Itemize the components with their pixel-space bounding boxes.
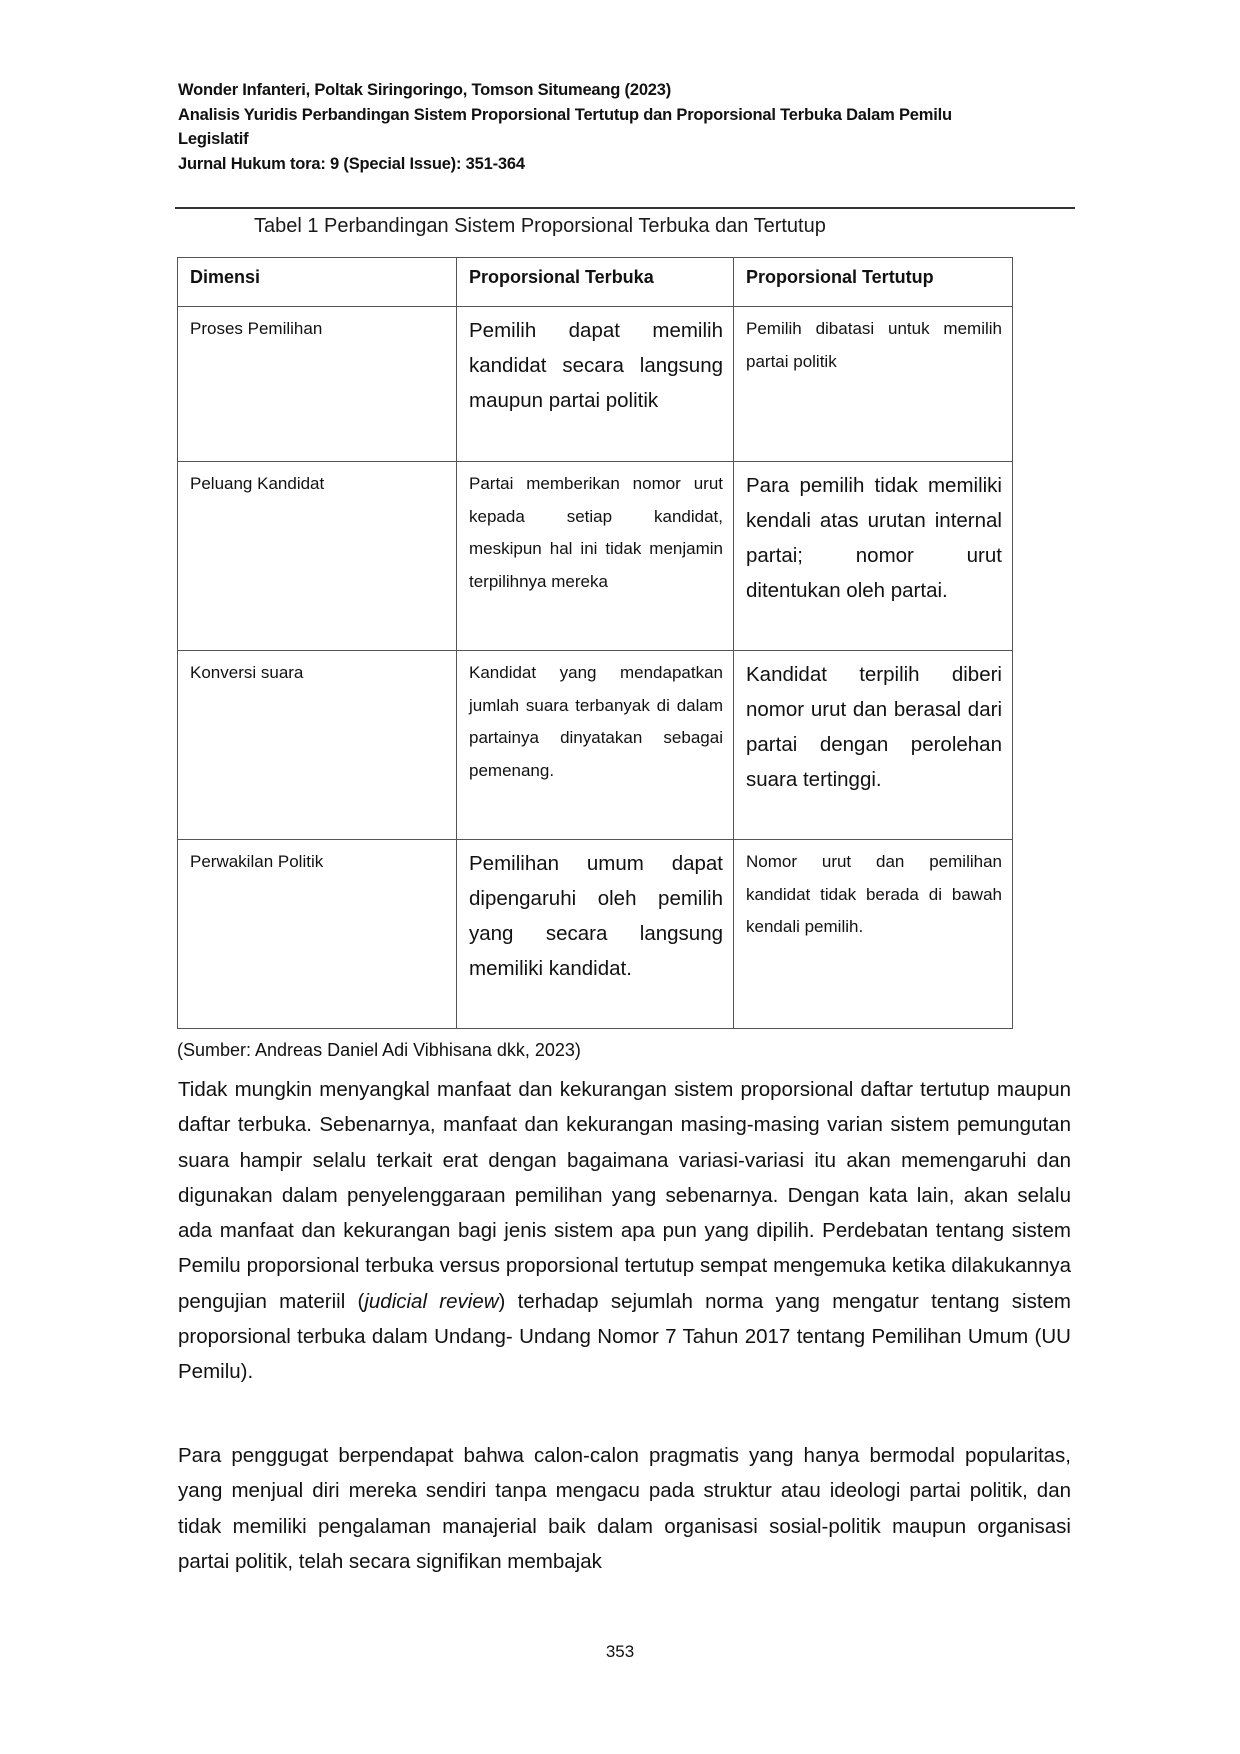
running-header [178, 78, 1078, 176]
header-divider [175, 207, 1075, 209]
cell-tertutup: Nomor urut dan pemilihan kandidat tidak berada di bawah kendali pemilih. [734, 840, 1013, 1029]
cell-tertutup: Kandidat terpilih diberi nomor urut dan berasal dari partai dengan perolehan suara tertinggi. [734, 651, 1013, 840]
cell-dimensi: Perwakilan Politik [178, 840, 457, 1029]
column-header-dimensi: Dimensi [178, 258, 457, 307]
body-paragraph-1 [178, 1072, 1071, 1390]
cell-terbuka: Kandidat yang mendapatkan jumlah suara terbanyak di dalam partainya dinyatakan sebagai pemenang. [457, 651, 734, 840]
cell-tertutup: Para pemilih tidak memiliki kendali atas urutan internal partai; nomor urut ditentukan oleh partai. [734, 462, 1013, 651]
paragraph-1-text-a: Tidak mungkin menyangkal manfaat dan kekurangan sistem proporsional daftar tertutup maupun daftar terbuka. Sebenarnya, manfaat dan kekurangan masing-masing varian sistem pemungutan suara hampir selalu terkait erat dengan bagaimana variasi-variasi itu akan memengaruhi dan digunakan dalam penyelenggaraan pemilihan yang sebenarnya. Dengan kata lain, akan selalu ada manfaat dan kekurangan bagi jenis sistem apa pun yang dipilih. Perdebatan tentang sistem Pemilu proporsional terbuka versus proporsional tertutup sempat mengemuka ketika dilakukannya pengujian materiil ( [178, 1078, 1071, 1313]
table-header-row [178, 258, 1013, 307]
table-row [178, 307, 1013, 462]
header-title-line-2: Legislatif [178, 130, 249, 148]
paragraph-1-text-b: ) terhadap sejumlah norma yang mengatur tentang sistem proporsional terbuka dalam Undang- Undang Nomor 7 Tahun 2017 tentang Pemilihan Umum (UU Pemilu). [178, 1289, 1071, 1384]
table-row [178, 462, 1013, 651]
cell-terbuka: Pemilih dapat memilih kandidat secara langsung maupun partai politik [457, 307, 734, 462]
table-row [178, 840, 1013, 1029]
cell-terbuka: Pemilihan umum dapat dipengaruhi oleh pemilih yang secara langsung memiliki kandidat. [457, 840, 734, 1029]
header-authors: Wonder Infanteri, Poltak Siringoringo, Tomson Situmeang (2023) [178, 81, 672, 99]
table-source-note: (Sumber: Andreas Daniel Adi Vibhisana dkk, 2023) [177, 1040, 581, 1060]
table-caption: Tabel 1 Perbandingan Sistem Proporsional Terbuka dan Tertutup [254, 215, 826, 237]
column-header-tertutup: Proporsional Tertutup [734, 258, 1013, 307]
paragraph-1-italic-term: judicial review [364, 1289, 499, 1313]
page-number: 353 [605, 1642, 635, 1661]
header-journal: Jurnal Hukum tora: 9 (Special Issue): 351-364 [178, 154, 525, 173]
body-paragraph-2: Para penggugat berpendapat bahwa calon-calon pragmatis yang hanya bermodal popularitas, yang menjual diri mereka sendiri tanpa mengacu pada struktur atau ideologi partai politik, dan tidak memiliki pengalaman manajerial baik dalam organisasi sosial-politik maupun organisasi partai politik, telah secara signifikan membajak [178, 1444, 1071, 1573]
header-title-line-1: Analisis Yuridis Perbandingan Sistem Proporsional Tertutup dan Proporsional Terbuka Dalam Pemilu [178, 105, 952, 124]
cell-dimensi: Peluang Kandidat [178, 462, 457, 651]
column-header-terbuka: Proporsional Terbuka [457, 258, 734, 307]
cell-dimensi: Konversi suara [178, 651, 457, 840]
table-row [178, 651, 1013, 840]
cell-tertutup: Pemilih dibatasi untuk memilih partai politik [734, 307, 1013, 462]
cell-terbuka: Partai memberikan nomor urut kepada setiap kandidat, meskipun hal ini tidak menjamin terpilihnya mereka [457, 462, 734, 651]
comparison-table [177, 257, 1013, 1029]
cell-dimensi: Proses Pemilihan [178, 307, 457, 462]
